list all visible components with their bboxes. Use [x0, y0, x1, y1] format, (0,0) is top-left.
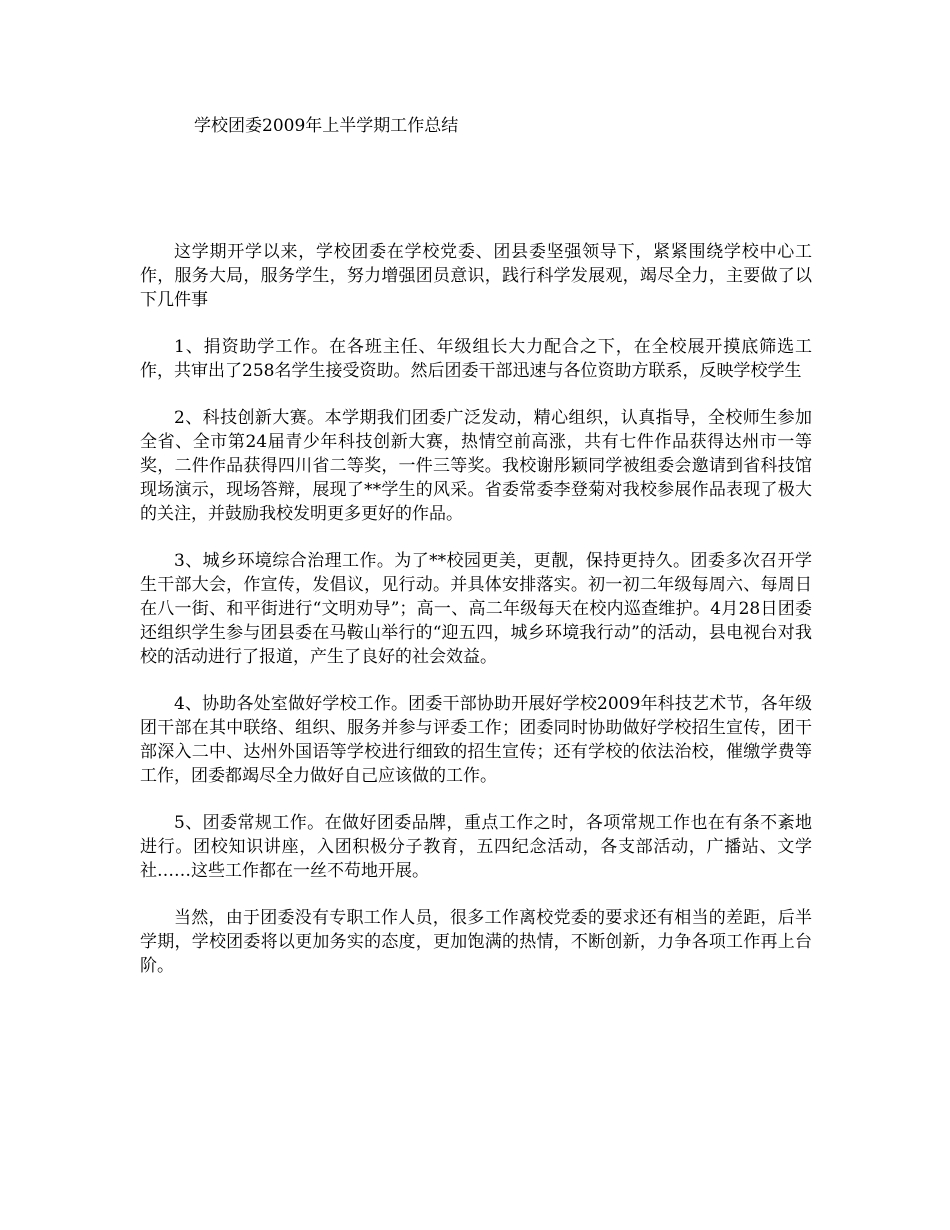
paragraph-student-aid: 1、捐资助学工作。在各班主任、年级组长大力配合之下，在全校展开摸底筛选工作，共审出了258名学生接受资助。然后团委干部迅速与各位资助方联系，反映学校学生 [140, 337, 812, 381]
paragraph-routine-work: 5、团委常规工作。在做好团委品牌，重点工作之时，各项常规工作也在有条不紊地进行。团校知识讲座，入团积极分子教育，五四纪念活动，各支部活动，广播站、文学社……这些工作都在一丝不苟地开展。 [140, 813, 812, 881]
document-body [140, 240, 812, 1001]
paragraph-environment: 3、城乡环境综合治理工作。为了**校园更美，更靓，保持更持久。团委多次召开学生干部大会，作宣传，发倡议，见行动。并具体安排落实。初一初二年级每周六、每周日在八一街、和平街进行“文明劝导”；高一、高二年级每天在校内巡查维护。4月28日团委还组织学生参与团县委在马鞍山举行的“迎五四，城乡环境我行动”的活动，县电视台对我校的活动进行了报道，产生了良好的社会效益。 [140, 551, 812, 667]
intro-paragraph: 这学期开学以来，学校团委在学校党委、团县委坚强领导下，紧紧围绕学校中心工作，服务大局，服务学生，努力增强团员意识，践行科学发展观，竭尽全力，主要做了以下几件事 [140, 242, 812, 310]
paragraph-science-contest: 2、科技创新大赛。本学期我们团委广泛发动，精心组织，认真指导，全校师生参加全省、全市第24届青少年科技创新大赛，热情空前高涨，共有七件作品获得达州市一等奖，二件作品获得四川省二等奖，一件三等奖。我校谢彤颖同学被组委会邀请到省科技馆现场演示，现场答辩，展现了**学生的风采。省委常委李登菊对我校参展作品表现了极大的关注，并鼓励我校发明更多更好的作品。 [140, 408, 812, 524]
document-title: 学校团委2009年上半学期工作总结 [194, 116, 459, 136]
closing-paragraph: 当然，由于团委没有专职工作人员，很多工作离校党委的要求还有相当的差距，后半学期，学校团委将以更加务实的态度，更加饱满的热情，不断创新，力争各项工作再上台阶。 [140, 908, 812, 976]
paragraph-assist-offices: 4、协助各处室做好学校工作。团委干部协助开展好学校2009年科技艺术节，各年级团干部在其中联络、组织、服务并参与评委工作；团委同时协助做好学校招生宣传，团干部深入二中、达州外国语等学校进行细致的招生宣传；还有学校的依法治校，催缴学费等工作，团委都竭尽全力做好自己应该做的工作。 [140, 694, 812, 786]
